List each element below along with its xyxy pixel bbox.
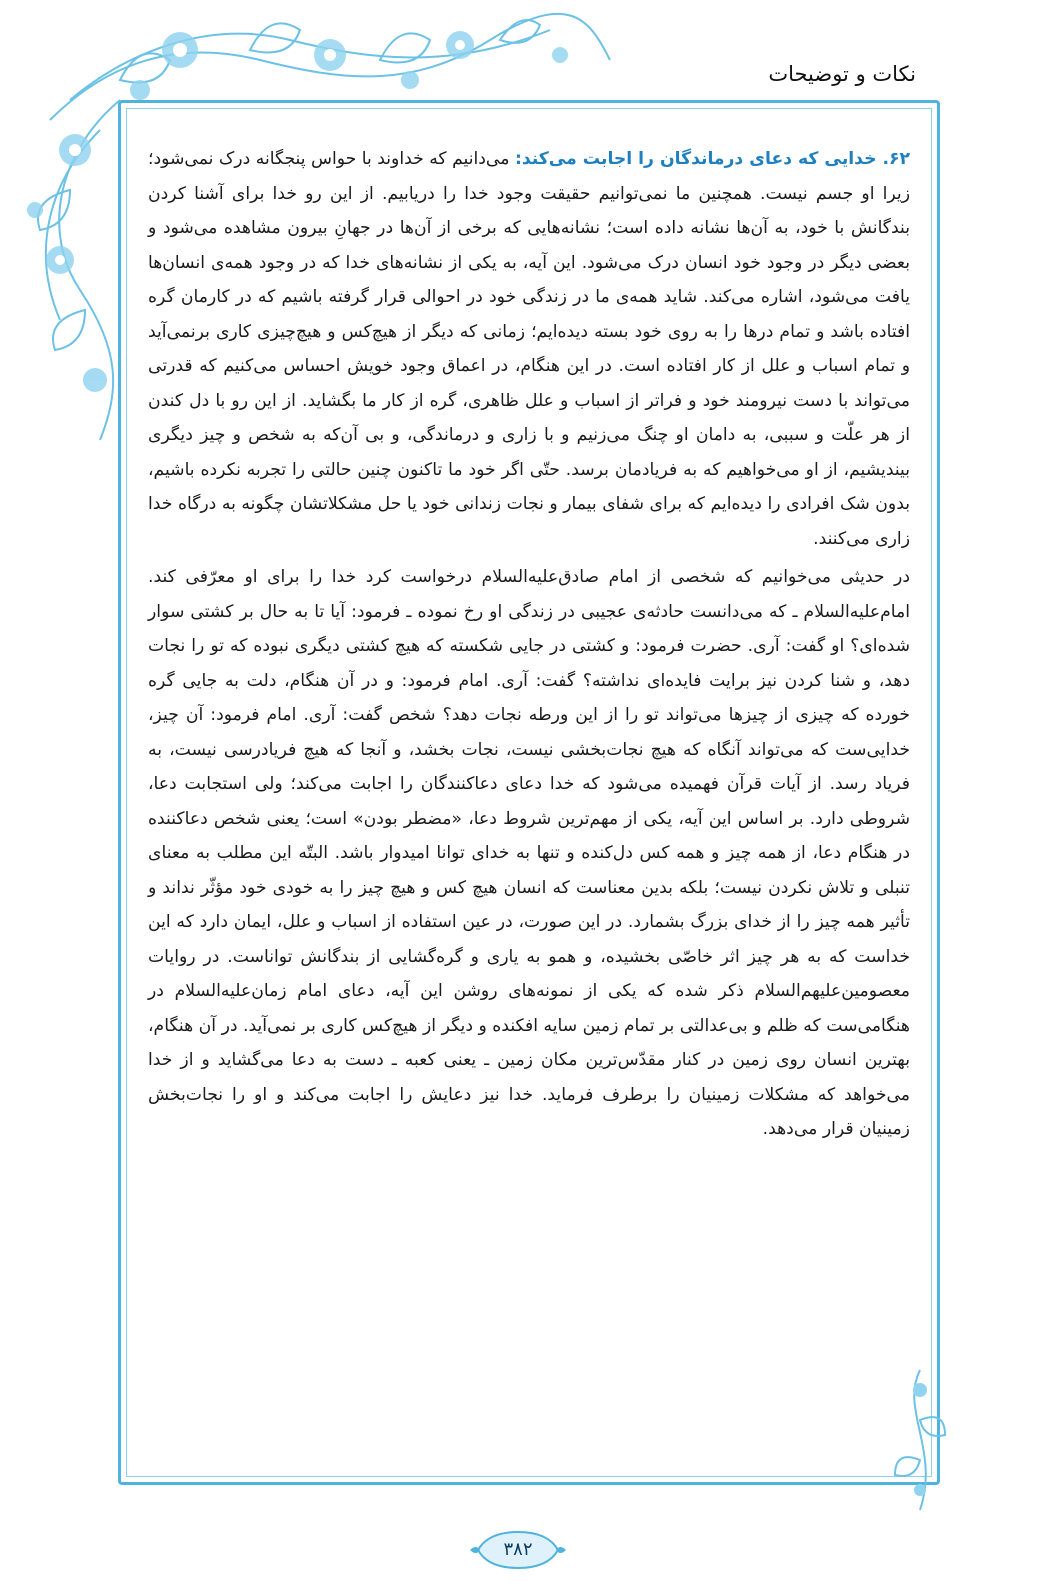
paragraph-2: در حدیثی می‌خوانیم که شخصی از امام صادق‌علیه‌السلام درخواست کرد خدا را برای او معرّفی کند. امام‌علیه‌السلام ـ که می‌دانست حادثه‌ی عجیبی در زندگی او رخ نموده ـ فرمود: آیا تا به حال بر کشتی سوار شده‌ای؟ او گفت: آری. حضرت فرمود: و کشتی در جایی شکسته که هیچ کشتی دیگری نبوده که تو را نجات دهد، و شنا کردن نیز برایت فایده‌ای نداشته؟ گفت: آری. امام فرمود: و در آن هنگام، دلت به جایی گره خورده که چیزی از چیزها می‌تواند تو را از این ورطه نجات دهد؟ شخص گفت: آری. امام فرمود: آن چیز، خدایی‌ست که می‌تواند آنگاه که هیچ نجات‌بخشی نیست، نجات بخشد، و آنجا که هیچ فریادرسی نیست، به فریاد رسد. از آیات قرآن فهمیده می‌شود که خدا دعای دعاکنندگان را اجابت می‌کند؛ ولی استجابت دعا، شروطی دارد. بر اساس این آیه، یکی از مهم‌ترین شروط دعا، «مضطر بودن» است؛ یعنی شخص دعاکننده در هنگام دعا، از همه چیز و همه کس دل‌کنده و تنها به خدای توانا امیدوار باشد. البتّه این مطلب به معنای تنبلی و تلاش نکردن نیست؛ بلکه بدین معناست که انسان هیچ کس و هیچ چیز را به خودی خود مؤثّر نداند و تأثیر همه چیز را از خدای بزرگ بشمارد. در این صورت، در عین استفاده از اسباب و علل، ایمان دارد که این خداست که به هر چیز اثر خاصّی بخشیده، و همو به یاری و گره‌گشایی از بندگانش تواناست. در روایات معصومین‌علیهم‌السلام ذکر شده که یکی از نمونه‌های روشن این آیه، دعای امام زمان‌علیه‌السلام در هنگامی‌ست که ظلم و بی‌عدالتی بر تمام زمین سایه افکنده و دیگر از هیچ‌کس کاری بر نمی‌آید. در آن هنگام، بهترین انسان روی زمین در کنار مقدّس‌ترین مکان زمین ـ یعنی کعبه ـ دست به دعا می‌گشاید و از خدا می‌خواهد که مشکلات زمینیان را برطرف فرماید. خدا نیز دعایش را اجابت می‌کند و او را نجات‌بخش زمینیان قرار می‌دهد. — [148, 567, 910, 1139]
paragraph-1-text: می‌دانیم که خداوند با حواس پنجگانه درک نمی‌شود؛ زیرا او جسم نیست. همچنین ما نمی‌توانیم حقیقت وجود خدا را دریابیم. از این رو خدا برای آشنا کردن بندگانش با خود، به آن‌ها نشانه داده است؛ نشانه‌هایی که برخی از آن‌ها در جهانِ بیرون مشاهده می‌شود و بعضی دیگر در وجود خود انسان درک می‌شود. این آیه، به یکی از نشانه‌های خدا که در وجود همه‌ی انسان‌ها یافت می‌شود، اشاره می‌کند. شاید همه‌ی ما در زندگی خود در احوالی قرار گرفته باشیم که در کارمان گره افتاده باشد و تمام درها را به روی خود بسته دیده‌ایم؛ زمانی که دیگر از هیچ‌کس و هیچ‌چیزی کاری برنمی‌آید و تمام اسباب و علل از کار افتاده است. در این هنگام، در اعماق وجود خویش احساس می‌کنیم که قدرتی می‌تواند با دست نیرومند خود و فراتر از اسباب و علل ظاهری، گره از کار ما بگشاید. از این رو با دل کندن از هر علّت و سببی، به دامان او چنگ می‌زنیم و با زاری و درماندگی، و بی آن‌که به شخص و چیز دیگری بیندیشیم، از او می‌خواهیم که به فریادمان برسد. حتّی اگر خود ما تاکنون چنین حالتی را تجربه نکرده باشیم، بدون شک افرادی را دیده‌ایم که برای شفای بیمار و نجات زندانی خود یا حل مشکلاتشان چگونه به درگاه خدا زاری می‌کنند. — [148, 149, 910, 549]
floral-ornament-right — [880, 1360, 960, 1520]
floral-ornament-left — [0, 90, 160, 450]
section-heading: ۶۲. خدایی که دعای درماندگان را اجابت می‌کند: — [514, 149, 910, 169]
paragraph-1 — [148, 142, 910, 556]
main-text — [148, 142, 910, 1147]
page-number: ۳۸۲ — [503, 1539, 533, 1560]
chapter-title: نکات و توضیحات — [768, 62, 916, 86]
